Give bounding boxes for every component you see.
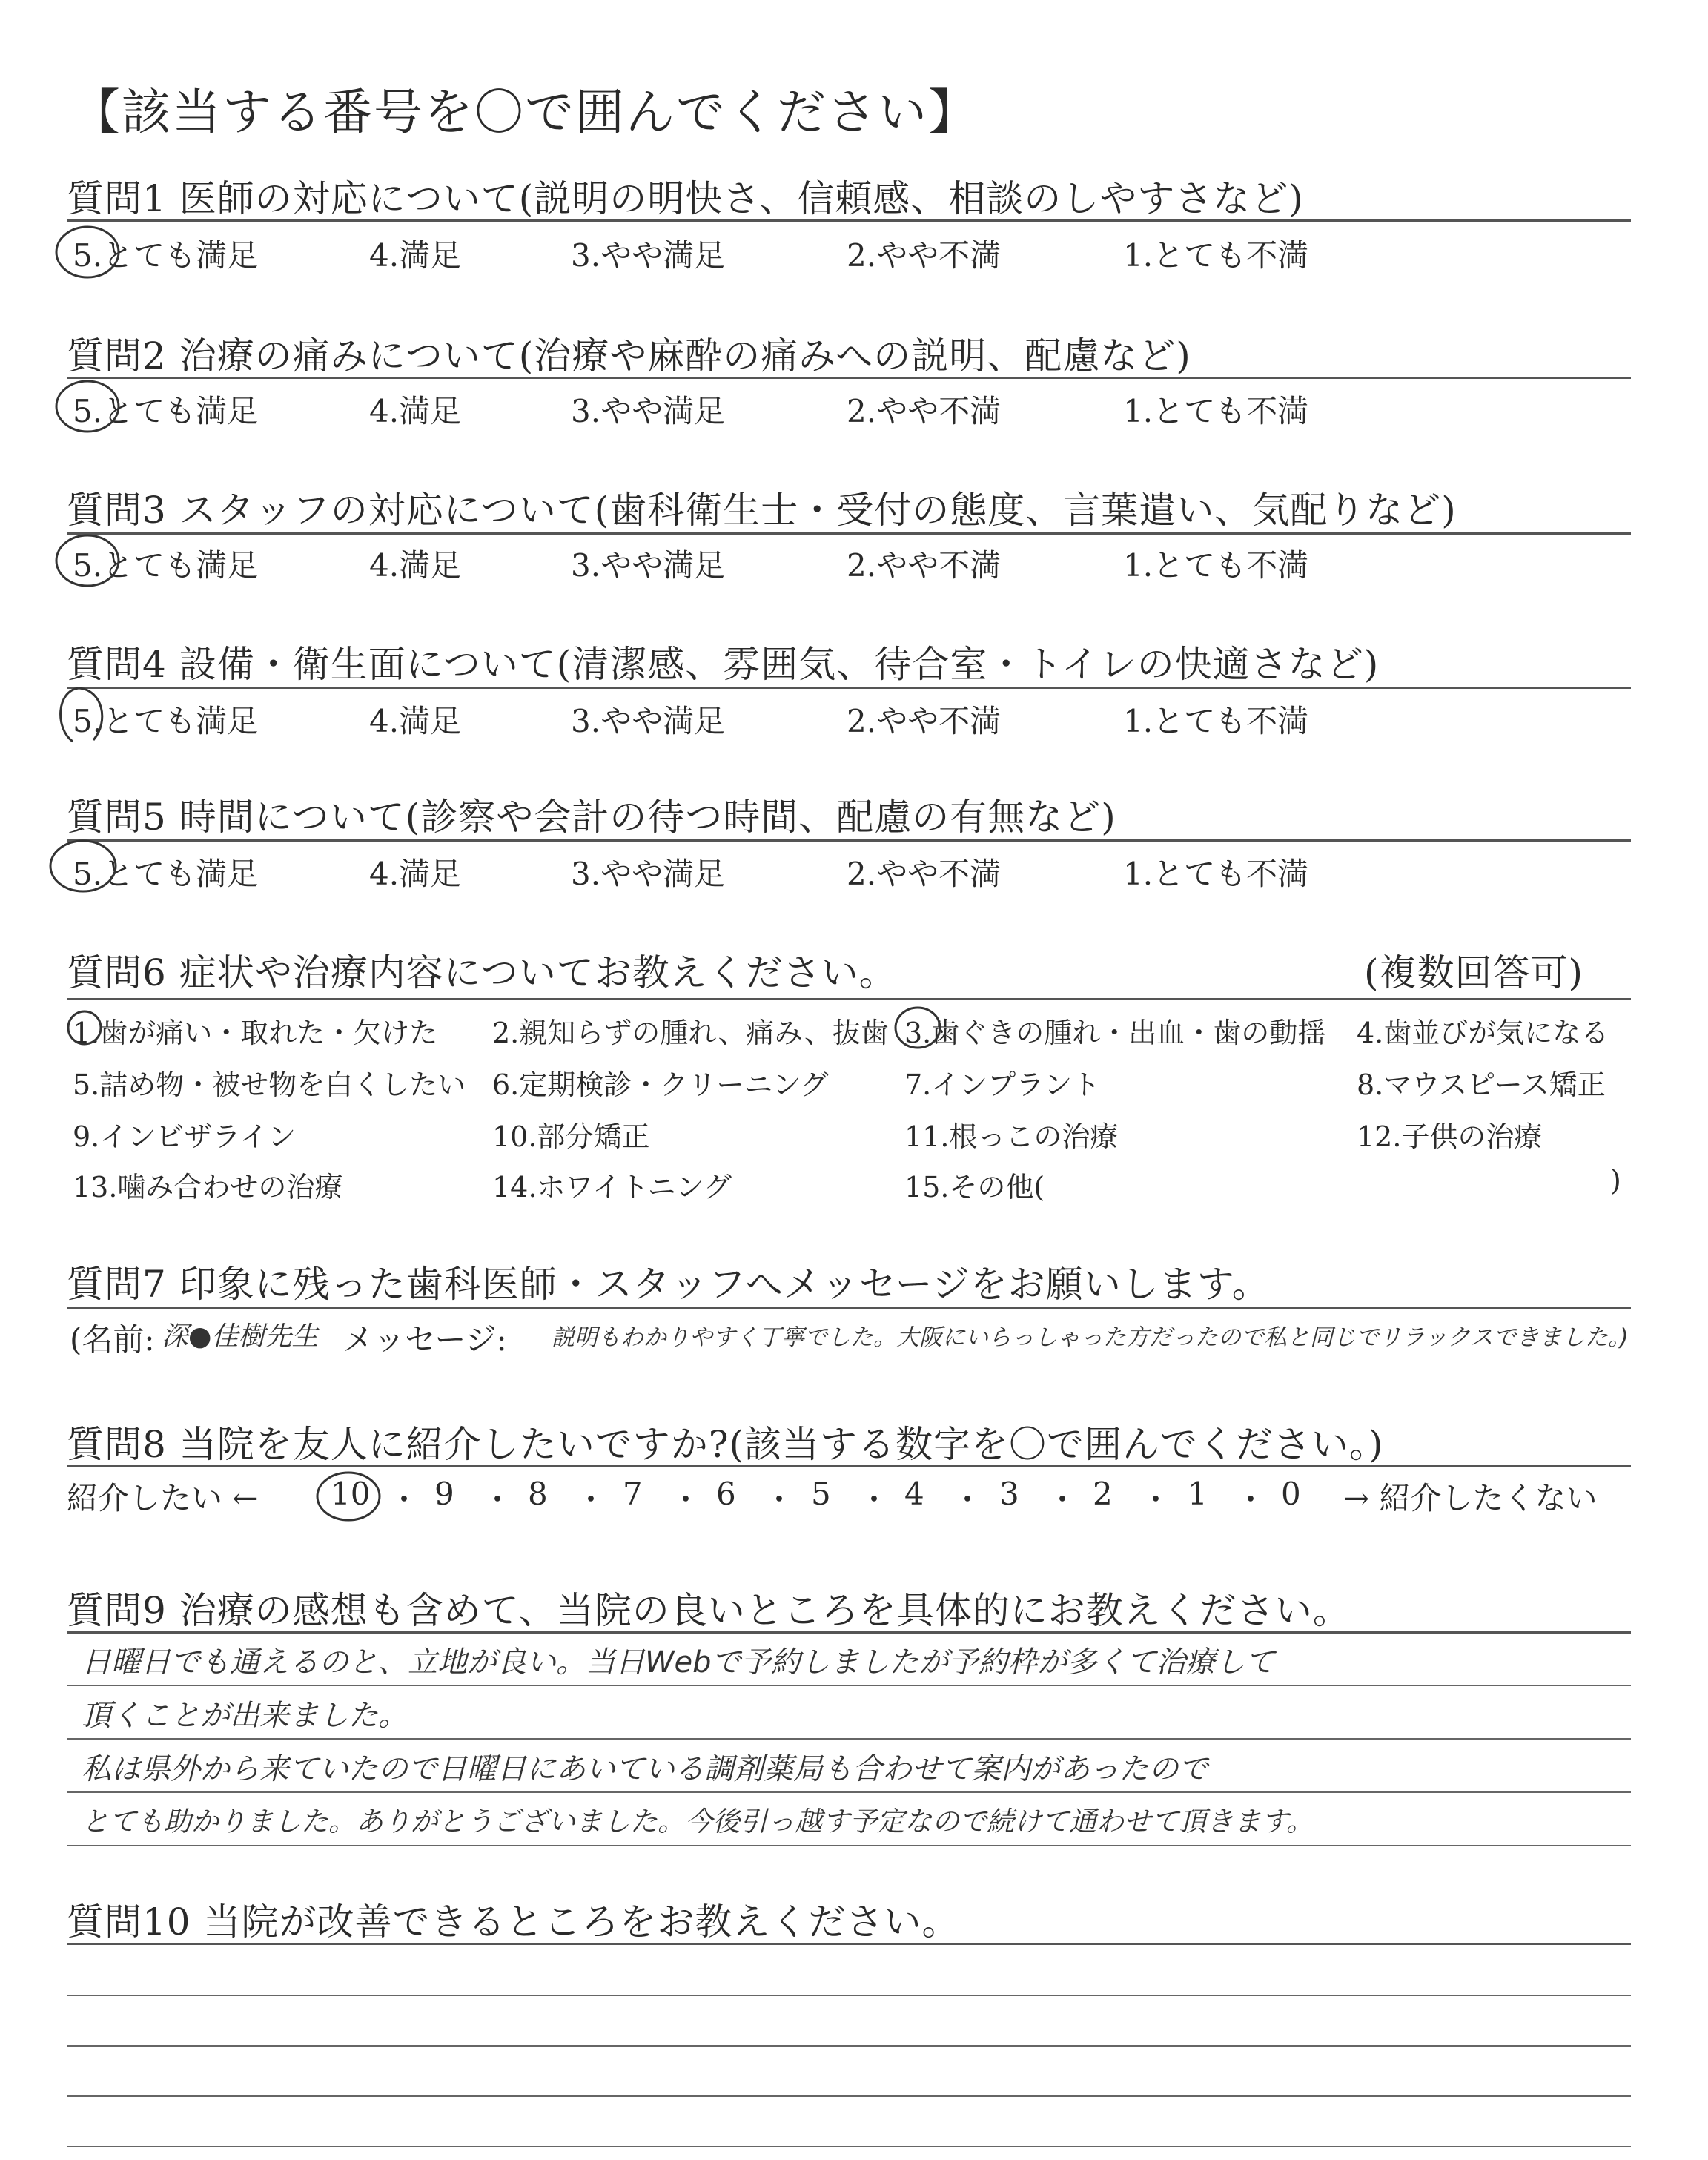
q3-option-3[interactable]: 3.やや満足 [571,547,726,584]
q6-option-11[interactable]: 11.根っこの治療 [904,1120,1119,1153]
q8-scale-5[interactable]: 5 [811,1476,831,1512]
question-7-label: 質問7 印象に残った歯科医師・スタッフへメッセージをお願いします。 [67,1263,1270,1306]
question-1-rule [67,219,1631,222]
q8-scale-10[interactable]: 10 [331,1476,371,1512]
q9-answer-line-3[interactable]: 私は県外から来ていたので日曜日にあいている調剤薬局も合わせて案内があったので [82,1752,1208,1786]
q5-option-1[interactable]: 1.とても不満 [1123,856,1309,892]
q6-option-6[interactable]: 6.定期検診・クリーニング [492,1069,829,1101]
question-5-rule [67,839,1631,842]
question-4-label: 質問4 設備・衛生面について(清潔感、雰囲気、待合室・トイレの快適さなど) [67,643,1380,686]
q8-scale-dot: ・ [1047,1482,1079,1518]
q8-scale-dot: ・ [575,1482,607,1518]
q6-option-3-selection-circle-icon [893,1003,946,1053]
q8-selection-circle-icon [311,1467,385,1526]
q6-option-10[interactable]: 10.部分矯正 [492,1120,650,1153]
q9-line-rule [67,1738,1631,1740]
q8-scale-dot: ・ [764,1482,795,1518]
q7-message-value[interactable]: 説明もわかりやすく丁寧でした。大阪にいらっしゃった方だったので私と同じでリラックスできました。) [552,1324,1629,1351]
q6-option-12[interactable]: 12.子供の治療 [1357,1120,1543,1153]
question-8-label: 質問8 当院を友人に紹介したいですか?(該当する数字を〇で囲んでください。) [67,1423,1384,1466]
q7-name-value[interactable]: 深●佳樹先生 [162,1321,319,1352]
q5-option-5[interactable]: 5.とても満足 [73,856,259,892]
q8-left-label: 紹介したい ← [67,1480,259,1516]
q6-option-9[interactable]: 9.インビザライン [73,1120,297,1153]
q10-answer-line[interactable] [67,2095,1631,2097]
q5-option-4[interactable]: 4.満足 [369,856,462,892]
question-3-label: 質問3 スタッフの対応について(歯科衛生士・受付の態度、言葉遣い、気配りなど) [67,489,1457,532]
q4-option-2[interactable]: 2.やや不満 [847,703,1002,739]
q1-option-3[interactable]: 3.やや満足 [571,237,726,274]
q8-scale-7[interactable]: 7 [623,1476,643,1512]
q3-option-5[interactable]: 5.とても満足 [73,547,259,584]
q8-scale-2[interactable]: 2 [1093,1476,1113,1512]
q4-option-1[interactable]: 1.とても不満 [1123,703,1309,739]
q8-scale-dot: ・ [670,1482,702,1518]
q6-option-4[interactable]: 4.歯並びが気になる [1357,1017,1609,1049]
q8-scale-dot: ・ [1235,1482,1267,1518]
q2-option-2[interactable]: 2.やや不満 [847,393,1002,429]
q8-scale-9[interactable]: 9 [434,1476,454,1512]
form-title: 【該当する番号を〇で囲んでください】 [71,84,979,141]
q6-option-2[interactable]: 2.親知らずの腫れ、痛み、抜歯 [492,1017,889,1049]
question-9-label: 質問9 治療の感想も含めて、当院の良いところを具体的にお教えください。 [67,1589,1351,1632]
q7-message-prefix: メッセージ: [342,1321,507,1358]
q6-option-8[interactable]: 8.マウスピース矯正 [1357,1069,1606,1101]
question-8-rule [67,1465,1631,1467]
q3-option-2[interactable]: 2.やや不満 [847,547,1002,584]
q2-option-3[interactable]: 3.やや満足 [571,393,726,429]
q9-line-rule [67,1845,1631,1846]
q4-option-3[interactable]: 3.やや満足 [571,703,726,739]
q1-option-2[interactable]: 2.やや不満 [847,237,1002,274]
question-2-rule [67,377,1631,379]
q1-option-5[interactable]: 5.とても満足 [73,237,259,274]
q6-option-1-selection-circle-icon [64,1005,108,1050]
q4-option-5[interactable]: 5.とても満足 [73,703,259,739]
q6-option-3[interactable]: 3.歯ぐきの腫れ・出血・歯の動揺 [904,1017,1326,1049]
q5-selection-circle-icon [46,836,120,896]
q3-selection-circle-icon [52,531,126,590]
q8-scale-dot: ・ [388,1482,420,1518]
q6-option-13[interactable]: 13.噛み合わせの治療 [73,1171,343,1203]
question-7-rule [67,1307,1631,1309]
q3-option-4[interactable]: 4.満足 [369,547,462,584]
q9-answer-line-1[interactable]: 日曜日でも通えるのと、立地が良い。当日Webで予約しましたが予約枠が多くて治療して [82,1645,1275,1680]
q6-option-15[interactable]: 15.その他( [904,1171,1045,1203]
question-2-label: 質問2 治療の痛みについて(治療や麻酔の痛みへの説明、配慮など) [67,334,1191,377]
question-3-rule [67,532,1631,535]
q8-scale-6[interactable]: 6 [716,1476,736,1512]
question-5-label: 質問5 時間について(診察や会計の待つ時間、配慮の有無など) [67,796,1116,839]
q10-answer-line[interactable] [67,1995,1631,1996]
q8-scale-0[interactable]: 0 [1281,1476,1301,1512]
q8-scale-3[interactable]: 3 [999,1476,1019,1512]
q6-option-1[interactable]: 1.歯が痛い・取れた・欠けた [73,1017,438,1049]
q1-option-1[interactable]: 1.とても不満 [1123,237,1309,274]
q7-name-prefix: (名前: [70,1321,155,1358]
question-6-label: 質問6 症状や治療内容についてお教えください。 [67,951,897,994]
q8-right-label: → 紹介したくない [1343,1480,1598,1516]
q9-answer-line-4[interactable]: とても助かりました。ありがとうございました。今後引っ越す予定なので続けて通わせて頂きます。 [82,1806,1314,1837]
q9-answer-line-2[interactable]: 頂くことが出来ました。 [82,1699,408,1733]
question-1-label: 質問1 医師の対応について(説明の明快さ、信頼感、相談のしやすさなど) [67,177,1304,220]
q8-scale-4[interactable]: 4 [904,1476,924,1512]
question-9-rule [67,1631,1631,1634]
question-6-note: (複数回答可) [1364,951,1584,994]
q6-option-5[interactable]: 5.詰め物・被せ物を白くしたい [73,1069,466,1101]
question-10-label: 質問10 当院が改善できるところをお教えください。 [67,1900,960,1943]
q6-option-15-close: ) [1610,1164,1621,1197]
q9-line-rule [67,1791,1631,1793]
q2-option-5[interactable]: 5.とても満足 [73,393,259,429]
q2-option-1[interactable]: 1.とても不満 [1123,393,1309,429]
q6-option-14[interactable]: 14.ホワイトニング [492,1171,732,1203]
q4-option-4[interactable]: 4.満足 [369,703,462,739]
q8-scale-dot: ・ [858,1482,890,1518]
q5-option-3[interactable]: 3.やや満足 [571,856,726,892]
q3-option-1[interactable]: 1.とても不満 [1123,547,1309,584]
question-6-rule [67,998,1631,1000]
q8-scale-1[interactable]: 1 [1188,1476,1208,1512]
q2-option-4[interactable]: 4.満足 [369,393,462,429]
q5-option-2[interactable]: 2.やや不満 [847,856,1002,892]
q2-selection-circle-icon [52,377,126,436]
q10-answer-line[interactable] [67,2146,1631,2147]
q1-selection-circle-icon [52,222,126,282]
question-10-rule [67,1943,1631,1945]
q8-scale-8[interactable]: 8 [528,1476,548,1512]
q8-scale-dot: ・ [952,1482,984,1518]
q8-scale-dot: ・ [482,1482,514,1518]
q10-answer-line[interactable] [67,2045,1631,2047]
question-4-rule [67,687,1631,689]
q6-option-7[interactable]: 7.インプラント [904,1069,1101,1101]
q1-option-4[interactable]: 4.満足 [369,237,462,274]
q8-scale-dot: ・ [1140,1482,1172,1518]
q9-line-rule [67,1685,1631,1686]
q4-selection-circle-icon [49,684,116,750]
